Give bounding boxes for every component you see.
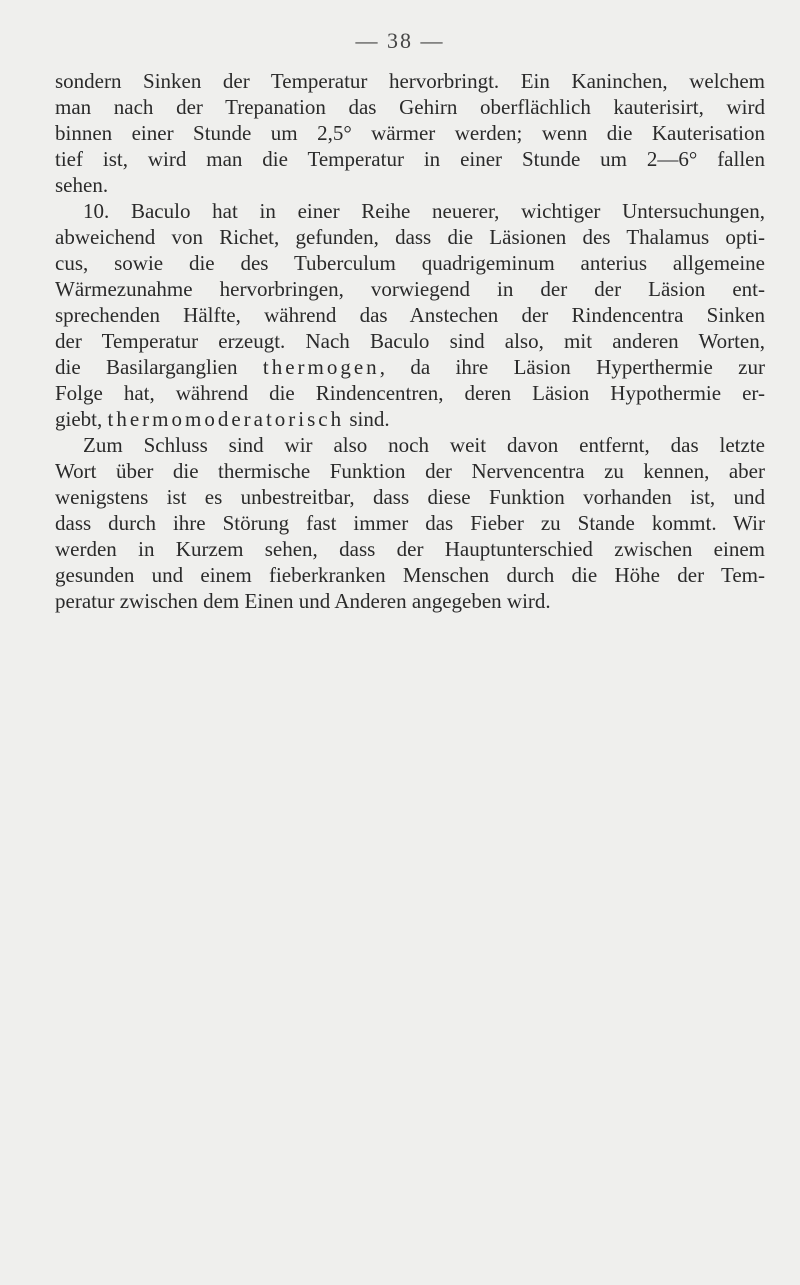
text-line: sehen.: [55, 173, 109, 197]
emphasized-term: thermogen: [262, 355, 380, 379]
text-segment: giebt,: [55, 407, 108, 431]
text-line: man nach der Trepanation das Gehirn oberflächlich kauterisirt, wird: [55, 95, 765, 119]
text-line: Wort über die thermische Funktion der Nervencentra zu kennen, aber: [55, 459, 765, 483]
text-line: sondern Sinken der Temperatur hervorbringt. Ein Kaninchen, welchem: [55, 69, 765, 93]
text-line: wenigstens ist es unbestreitbar, dass diese Funktion vorhanden ist, und: [55, 485, 765, 509]
text-line: Folge hat, während die Rindencentren, deren Läsion Hypothermie er-: [55, 381, 765, 405]
text-segment: sind.: [344, 407, 390, 431]
paragraph-10-first-line: 10. Baculo hat in einer Reihe neuerer, wichtiger Untersuchungen,: [83, 199, 765, 223]
paragraph-conclusion-first-line: Zum Schluss sind wir also noch weit davon entfernt, das letzte: [83, 433, 765, 457]
text-line: gesunden und einem fieberkranken Menschen durch die Höhe der Tem-: [55, 563, 765, 587]
text-line: Wärmezunahme hervorbringen, vorwiegend in der der Läsion ent-: [55, 277, 765, 301]
emphasized-term: thermomoderatorisch: [107, 407, 345, 431]
text-line: cus, sowie die des Tuberculum quadrigeminum anterius allgemeine: [55, 251, 765, 275]
text-line: tief ist, wird man die Temperatur in einer Stunde um 2—6° fallen: [55, 147, 765, 171]
text-line: dass durch ihre Störung fast immer das Fieber zu Stande kommt. Wir: [55, 511, 765, 535]
body-text: [55, 68, 765, 614]
text-segment: die Basilarganglien: [55, 355, 263, 379]
text-line: werden in Kurzem sehen, dass der Hauptunterschied zwischen einem: [55, 537, 765, 561]
text-line: abweichend von Richet, gefunden, dass die Läsionen des Thalamus opti-: [55, 225, 765, 249]
text-line: sprechenden Hälfte, während das Anstechen der Rindencentra Sinken: [55, 303, 765, 327]
text-line: binnen einer Stunde um 2,5° wärmer werden; wenn die Kauterisation: [55, 121, 765, 145]
text-segment: , da ihre Läsion Hyperthermie zur: [379, 355, 765, 379]
text-line: der Temperatur erzeugt. Nach Baculo sind also, mit anderen Worten,: [55, 329, 765, 353]
text-line: [55, 406, 765, 432]
text-line: peratur zwischen dem Einen und Anderen angegeben wird.: [55, 589, 551, 613]
text-line: [55, 354, 765, 380]
page-number: — 38 —: [355, 28, 445, 53]
